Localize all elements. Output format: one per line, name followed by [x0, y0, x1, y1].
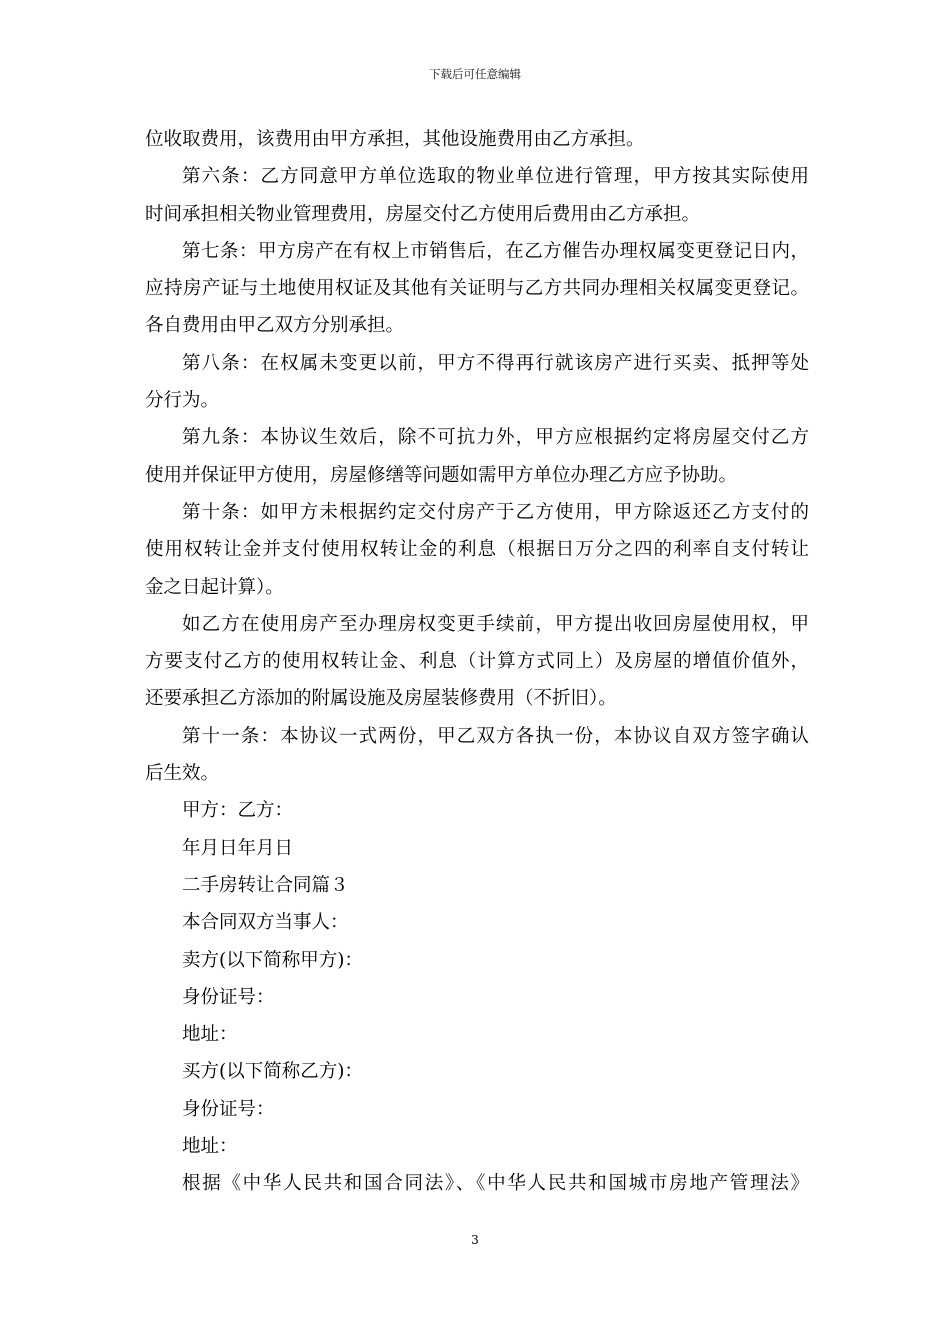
text-line: 金之日起计算）。	[145, 576, 284, 598]
text-line: 本合同双方当事人：	[182, 912, 349, 934]
text-line: 使用权转让金并支付使用权转让金的利息（根据日万分之四的利率自支付转让	[145, 539, 809, 561]
text-line: 还要承担乙方添加的附属设施及房屋装修费用（不折旧）。	[145, 688, 617, 710]
text-line: 二手房转让合同篇３	[182, 874, 349, 896]
text-line: 身份证号：	[182, 986, 275, 1008]
text-line: 第六条：乙方同意甲方单位选取的物业单位进行管理，甲方按其实际使用	[182, 166, 809, 188]
text-line: 甲方：乙方：	[182, 800, 294, 822]
text-line: 应持房产证与土地使用权证及其他有关证明与乙方共同办理相关权属变更登记。	[145, 278, 809, 300]
header-note: 下载后可任意编辑	[429, 67, 521, 81]
text-line: 使用并保证甲方使用，房屋修缮等问题如需甲方单位办理乙方应予协助。	[145, 464, 738, 486]
text-line: 各自费用由甲乙双方分别承担。	[145, 315, 405, 337]
text-line: 第八条：在权属未变更以前，甲方不得再行就该房产进行买卖、抵押等处	[182, 352, 809, 374]
text-line: 第七条：甲方房产在有权上市销售后，在乙方催告办理权属变更登记日内，	[182, 240, 809, 262]
text-line: 地址：	[182, 1136, 238, 1158]
text-line: 第十条：如甲方未根据约定交付房产于乙方使用，甲方除返还乙方支付的	[182, 501, 809, 523]
text-line: 第九条：本协议生效后，除不可抗力外，甲方应根据约定将房屋交付乙方	[182, 427, 809, 449]
text-line: 位收取费用，该费用由甲方承担，其他设施费用由乙方承担。	[145, 129, 645, 150]
text-line: 时间承担相关物业管理费用，房屋交付乙方使用后费用由乙方承担。	[145, 203, 701, 225]
document-body	[145, 121, 809, 1203]
text-line: 方要支付乙方的使用权转让金、利息（计算方式同上）及房屋的增值价值外，	[145, 651, 809, 673]
text-line: 分行为。	[145, 390, 220, 412]
text-line: 身份证号：	[182, 1098, 275, 1120]
page-number: 3	[471, 1233, 479, 1247]
text-line: 买方(以下简称乙方)：	[182, 1061, 363, 1083]
text-line: 卖方(以下简称甲方)：	[182, 949, 363, 971]
text-line: 后生效。	[145, 763, 220, 785]
text-line: 地址：	[182, 1024, 238, 1046]
text-line: 第十一条：本协议一式两份，甲乙双方各执一份，本协议自双方签字确认	[182, 725, 809, 747]
text-line: 根据《中华人民共和国合同法》、《中华人民共和国城市房地产管理法》	[182, 1173, 809, 1195]
text-line: 如乙方在使用房产至办理房权变更手续前，甲方提出收回房屋使用权，甲	[182, 613, 809, 635]
text-line: 年月日年月日	[182, 837, 294, 859]
